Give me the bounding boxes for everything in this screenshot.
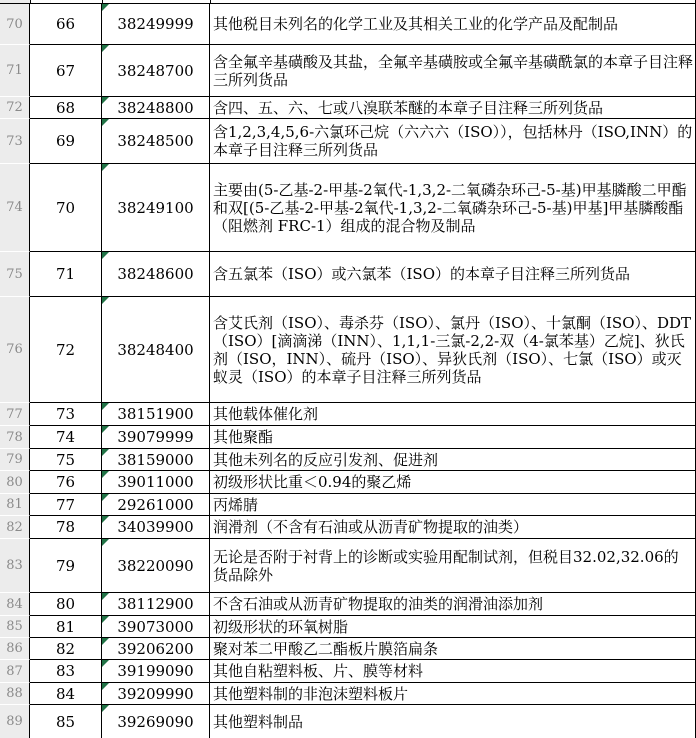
cell-hs-code[interactable] xyxy=(102,119,210,164)
table-row xyxy=(0,4,696,45)
excel-row-number[interactable]: 71 xyxy=(0,45,30,97)
excel-row-number[interactable]: 80 xyxy=(0,471,30,494)
description-text: 其他自粘塑料板、片、膜等材料 xyxy=(213,662,424,680)
error-indicator-icon xyxy=(102,471,109,478)
error-indicator-icon xyxy=(102,4,109,11)
cell-description[interactable] xyxy=(210,119,696,164)
description-text: 含四、五、六、七或八溴联苯醚的本章子目注释三所列货品 xyxy=(213,98,604,117)
hs-code-value: 38248500 xyxy=(117,132,194,150)
cell-description[interactable] xyxy=(210,638,696,660)
cell-hs-code[interactable] xyxy=(102,539,210,593)
cell-seq[interactable]: 78 xyxy=(30,516,102,539)
cell-seq[interactable]: 70 xyxy=(30,164,102,252)
table-row xyxy=(0,638,696,660)
table-row xyxy=(0,97,696,119)
cell-hs-code[interactable] xyxy=(102,449,210,471)
description-text: 不含石油或从沥青矿物提取的油类的润滑油添加剂 xyxy=(213,595,544,613)
cell-hs-code[interactable] xyxy=(102,471,210,494)
cell-description[interactable] xyxy=(210,705,696,738)
table-row xyxy=(0,426,696,449)
cell-description[interactable] xyxy=(210,403,696,426)
hs-code-value: 39011000 xyxy=(117,473,194,491)
table-row xyxy=(0,494,696,516)
cell-hs-code[interactable] xyxy=(102,494,210,516)
hs-code-value: 39073000 xyxy=(117,617,194,636)
cell-seq[interactable]: 80 xyxy=(30,593,102,616)
error-indicator-icon xyxy=(102,683,109,690)
cell-description[interactable] xyxy=(210,660,696,683)
cell-hs-code[interactable] xyxy=(102,297,210,403)
table-row xyxy=(0,449,696,471)
cell-seq[interactable]: 71 xyxy=(30,252,102,297)
description-text: 其他未列名的反应引发剂、促进剂 xyxy=(213,450,439,469)
description-text: 丙烯腈 xyxy=(213,495,259,514)
hs-code-value: 39079999 xyxy=(117,428,194,446)
error-indicator-icon xyxy=(102,593,109,600)
error-indicator-icon xyxy=(102,494,109,501)
cell-hs-code[interactable] xyxy=(102,683,210,705)
table-row xyxy=(0,403,696,426)
description-text: 含全氟辛基磺酸及其盐，全氟辛基磺胺或全氟辛基磺酰氯的本章子目注释三所列货品 xyxy=(213,52,694,89)
hs-code-value: 38249100 xyxy=(117,198,194,217)
table-row xyxy=(0,297,696,403)
hs-code-value: 29261000 xyxy=(117,495,194,514)
description-text: 其他税目未列名的化学工业及其相关工业的化学产品及配制品 xyxy=(213,15,619,33)
excel-row-number[interactable]: 73 xyxy=(0,119,30,164)
cell-hs-code[interactable] xyxy=(102,252,210,297)
hs-code-value: 38248400 xyxy=(117,340,194,359)
hs-code-value: 38220090 xyxy=(117,556,194,575)
table-row xyxy=(0,660,696,683)
description-text: 其他载体催化剂 xyxy=(213,405,319,423)
error-indicator-icon xyxy=(102,45,109,52)
cell-description[interactable] xyxy=(210,449,696,471)
description-text: 其他塑料制的非泡沫塑料板片 xyxy=(213,684,409,703)
excel-row-number[interactable]: 84 xyxy=(0,593,30,616)
excel-row-number[interactable]: 82 xyxy=(0,516,30,539)
excel-row-number[interactable]: 87 xyxy=(0,660,30,683)
error-indicator-icon xyxy=(102,539,109,546)
cell-seq[interactable]: 69 xyxy=(30,119,102,164)
cell-description[interactable] xyxy=(210,297,696,403)
cell-description[interactable] xyxy=(210,4,696,45)
error-indicator-icon xyxy=(102,426,109,433)
error-indicator-icon xyxy=(102,616,109,623)
cell-seq[interactable]: 83 xyxy=(30,660,102,683)
excel-row-number[interactable]: 88 xyxy=(0,683,30,705)
table-row xyxy=(0,683,696,705)
cell-description[interactable] xyxy=(210,494,696,516)
description-text: 含1,2,3,4,5,6-六氯环己烷（六六六（ISO）），包括林丹（ISO,INN）的本章子目注释三所列货品 xyxy=(213,123,693,159)
cell-hs-code[interactable] xyxy=(102,403,210,426)
description-text: 含五氯苯（ISO）或六氯苯（ISO）的本章子目注释三所列货品 xyxy=(213,265,630,283)
table-row xyxy=(0,252,696,297)
cell-description[interactable] xyxy=(210,471,696,494)
cell-hs-code[interactable] xyxy=(102,45,210,97)
cell-hs-code[interactable] xyxy=(102,593,210,616)
table-row xyxy=(0,593,696,616)
error-indicator-icon xyxy=(102,97,109,104)
hs-code-value: 34039900 xyxy=(117,518,194,536)
cell-hs-code[interactable] xyxy=(102,616,210,638)
hs-code-value: 38248800 xyxy=(117,98,194,117)
error-indicator-icon xyxy=(102,449,109,456)
cell-seq[interactable]: 66 xyxy=(30,4,102,45)
excel-row-number[interactable]: 86 xyxy=(0,638,30,660)
description-text: 其他聚酯 xyxy=(213,428,274,446)
table-row xyxy=(0,516,696,539)
hs-code-value: 38151900 xyxy=(117,405,194,423)
table-row xyxy=(0,539,696,593)
cell-description[interactable] xyxy=(210,252,696,297)
cell-seq[interactable]: 72 xyxy=(30,297,102,403)
cell-description[interactable] xyxy=(210,683,696,705)
description-text: 无论是否附于衬背上的诊断或实验用配制试剂，但税目32.02,32.06的货品除外 xyxy=(213,547,679,584)
excel-row-number[interactable]: 85 xyxy=(0,616,30,638)
excel-row-number[interactable]: 89 xyxy=(0,705,30,738)
error-indicator-icon xyxy=(102,252,109,259)
cell-seq[interactable]: 68 xyxy=(30,97,102,119)
cell-hs-code[interactable] xyxy=(102,426,210,449)
excel-row-number[interactable]: 78 xyxy=(0,426,30,449)
cell-hs-code[interactable] xyxy=(102,705,210,738)
cell-description[interactable] xyxy=(210,97,696,119)
excel-row-number[interactable]: 74 xyxy=(0,164,30,252)
cell-seq[interactable]: 76 xyxy=(30,471,102,494)
cell-description[interactable] xyxy=(210,45,696,97)
cell-seq[interactable]: 67 xyxy=(30,45,102,97)
cell-seq[interactable]: 74 xyxy=(30,426,102,449)
cell-hs-code[interactable] xyxy=(102,638,210,660)
excel-row-number[interactable]: 79 xyxy=(0,449,30,471)
hs-code-value: 38249999 xyxy=(117,15,194,33)
hs-code-value: 39206200 xyxy=(117,639,194,658)
cell-hs-code[interactable] xyxy=(102,516,210,539)
hs-code-value: 38248700 xyxy=(117,61,194,80)
cell-description[interactable] xyxy=(210,616,696,638)
excel-row-number[interactable]: 75 xyxy=(0,252,30,297)
error-indicator-icon xyxy=(102,660,109,667)
table-row xyxy=(0,616,696,638)
excel-row-number[interactable]: 76 xyxy=(0,297,30,403)
cell-seq[interactable]: 85 xyxy=(30,705,102,738)
cell-description[interactable] xyxy=(210,593,696,616)
excel-row-number[interactable]: 72 xyxy=(0,97,30,119)
description-text: 含艾氏剂（ISO）、毒杀芬（ISO）、氯丹（ISO）、十氯酮（ISO）、DDT（ISO）[滴滴涕（INN）、1,1,1-三氯-2,2-双（4-氯苯基）乙烷]、狄氏剂（ISO，INN）、硫丹（ISO）、异狄氏剂（ISO）、七氯（ISO）或灭蚁灵（ISO）的本章子目注释三所列货品 xyxy=(213,313,692,386)
cell-description[interactable] xyxy=(210,516,696,539)
table-row xyxy=(0,705,696,738)
table-row xyxy=(0,119,696,164)
cell-seq[interactable]: 81 xyxy=(30,616,102,638)
error-indicator-icon xyxy=(102,705,109,712)
cell-seq[interactable]: 82 xyxy=(30,638,102,660)
table-row xyxy=(0,164,696,252)
excel-row-number[interactable]: 81 xyxy=(0,494,30,516)
hs-code-value: 39199090 xyxy=(117,662,194,680)
cell-seq[interactable]: 75 xyxy=(30,449,102,471)
cell-hs-code[interactable] xyxy=(102,164,210,252)
cell-description[interactable] xyxy=(210,426,696,449)
table-row xyxy=(0,45,696,97)
description-text: 润滑剂（不含有石油或从沥青矿物提取的油类） xyxy=(213,518,529,536)
error-indicator-icon xyxy=(102,516,109,523)
cell-hs-code[interactable] xyxy=(102,97,210,119)
excel-row-number[interactable]: 83 xyxy=(0,539,30,593)
cell-seq[interactable]: 77 xyxy=(30,494,102,516)
error-indicator-icon xyxy=(102,403,109,410)
table-body xyxy=(0,4,696,738)
excel-row-number[interactable]: 77 xyxy=(0,403,30,426)
cell-seq[interactable]: 73 xyxy=(30,403,102,426)
description-text: 主要由(5-乙基-2-甲基-2氧代-1,3,2-二氧磷杂环己-5-基)甲基膦酸二甲酯和双[(5-乙基-2-甲基-2氧代-1,3,2-二氧磷杂环己-5-基)甲基]甲基膦酸酯（阻燃剂 FRC-1）组成的混合物及制品 xyxy=(213,180,687,235)
hs-code-value: 39209990 xyxy=(117,684,194,703)
error-indicator-icon xyxy=(102,638,109,645)
cell-hs-code[interactable] xyxy=(102,660,210,683)
description-text: 初级形状比重＜0.94的聚乙烯 xyxy=(213,473,412,491)
description-text: 其他塑料制品 xyxy=(213,712,304,731)
hs-code-value: 39269090 xyxy=(117,712,194,731)
cell-description[interactable] xyxy=(210,164,696,252)
cell-hs-code[interactable] xyxy=(102,4,210,45)
error-indicator-icon xyxy=(102,119,109,126)
hs-code-value: 38248600 xyxy=(117,265,194,283)
hs-code-value: 38112900 xyxy=(117,595,194,613)
description-text: 聚对苯二甲酸乙二酯板片膜箔扁条 xyxy=(213,639,439,658)
hs-code-value: 38159000 xyxy=(117,450,194,469)
cell-seq[interactable]: 84 xyxy=(30,683,102,705)
cell-description[interactable] xyxy=(210,539,696,593)
error-indicator-icon xyxy=(102,297,109,304)
description-text: 初级形状的环氧树脂 xyxy=(213,617,349,636)
error-indicator-icon xyxy=(102,164,109,171)
table-row xyxy=(0,471,696,494)
cell-seq[interactable]: 79 xyxy=(30,539,102,593)
excel-row-number[interactable]: 70 xyxy=(0,4,30,45)
